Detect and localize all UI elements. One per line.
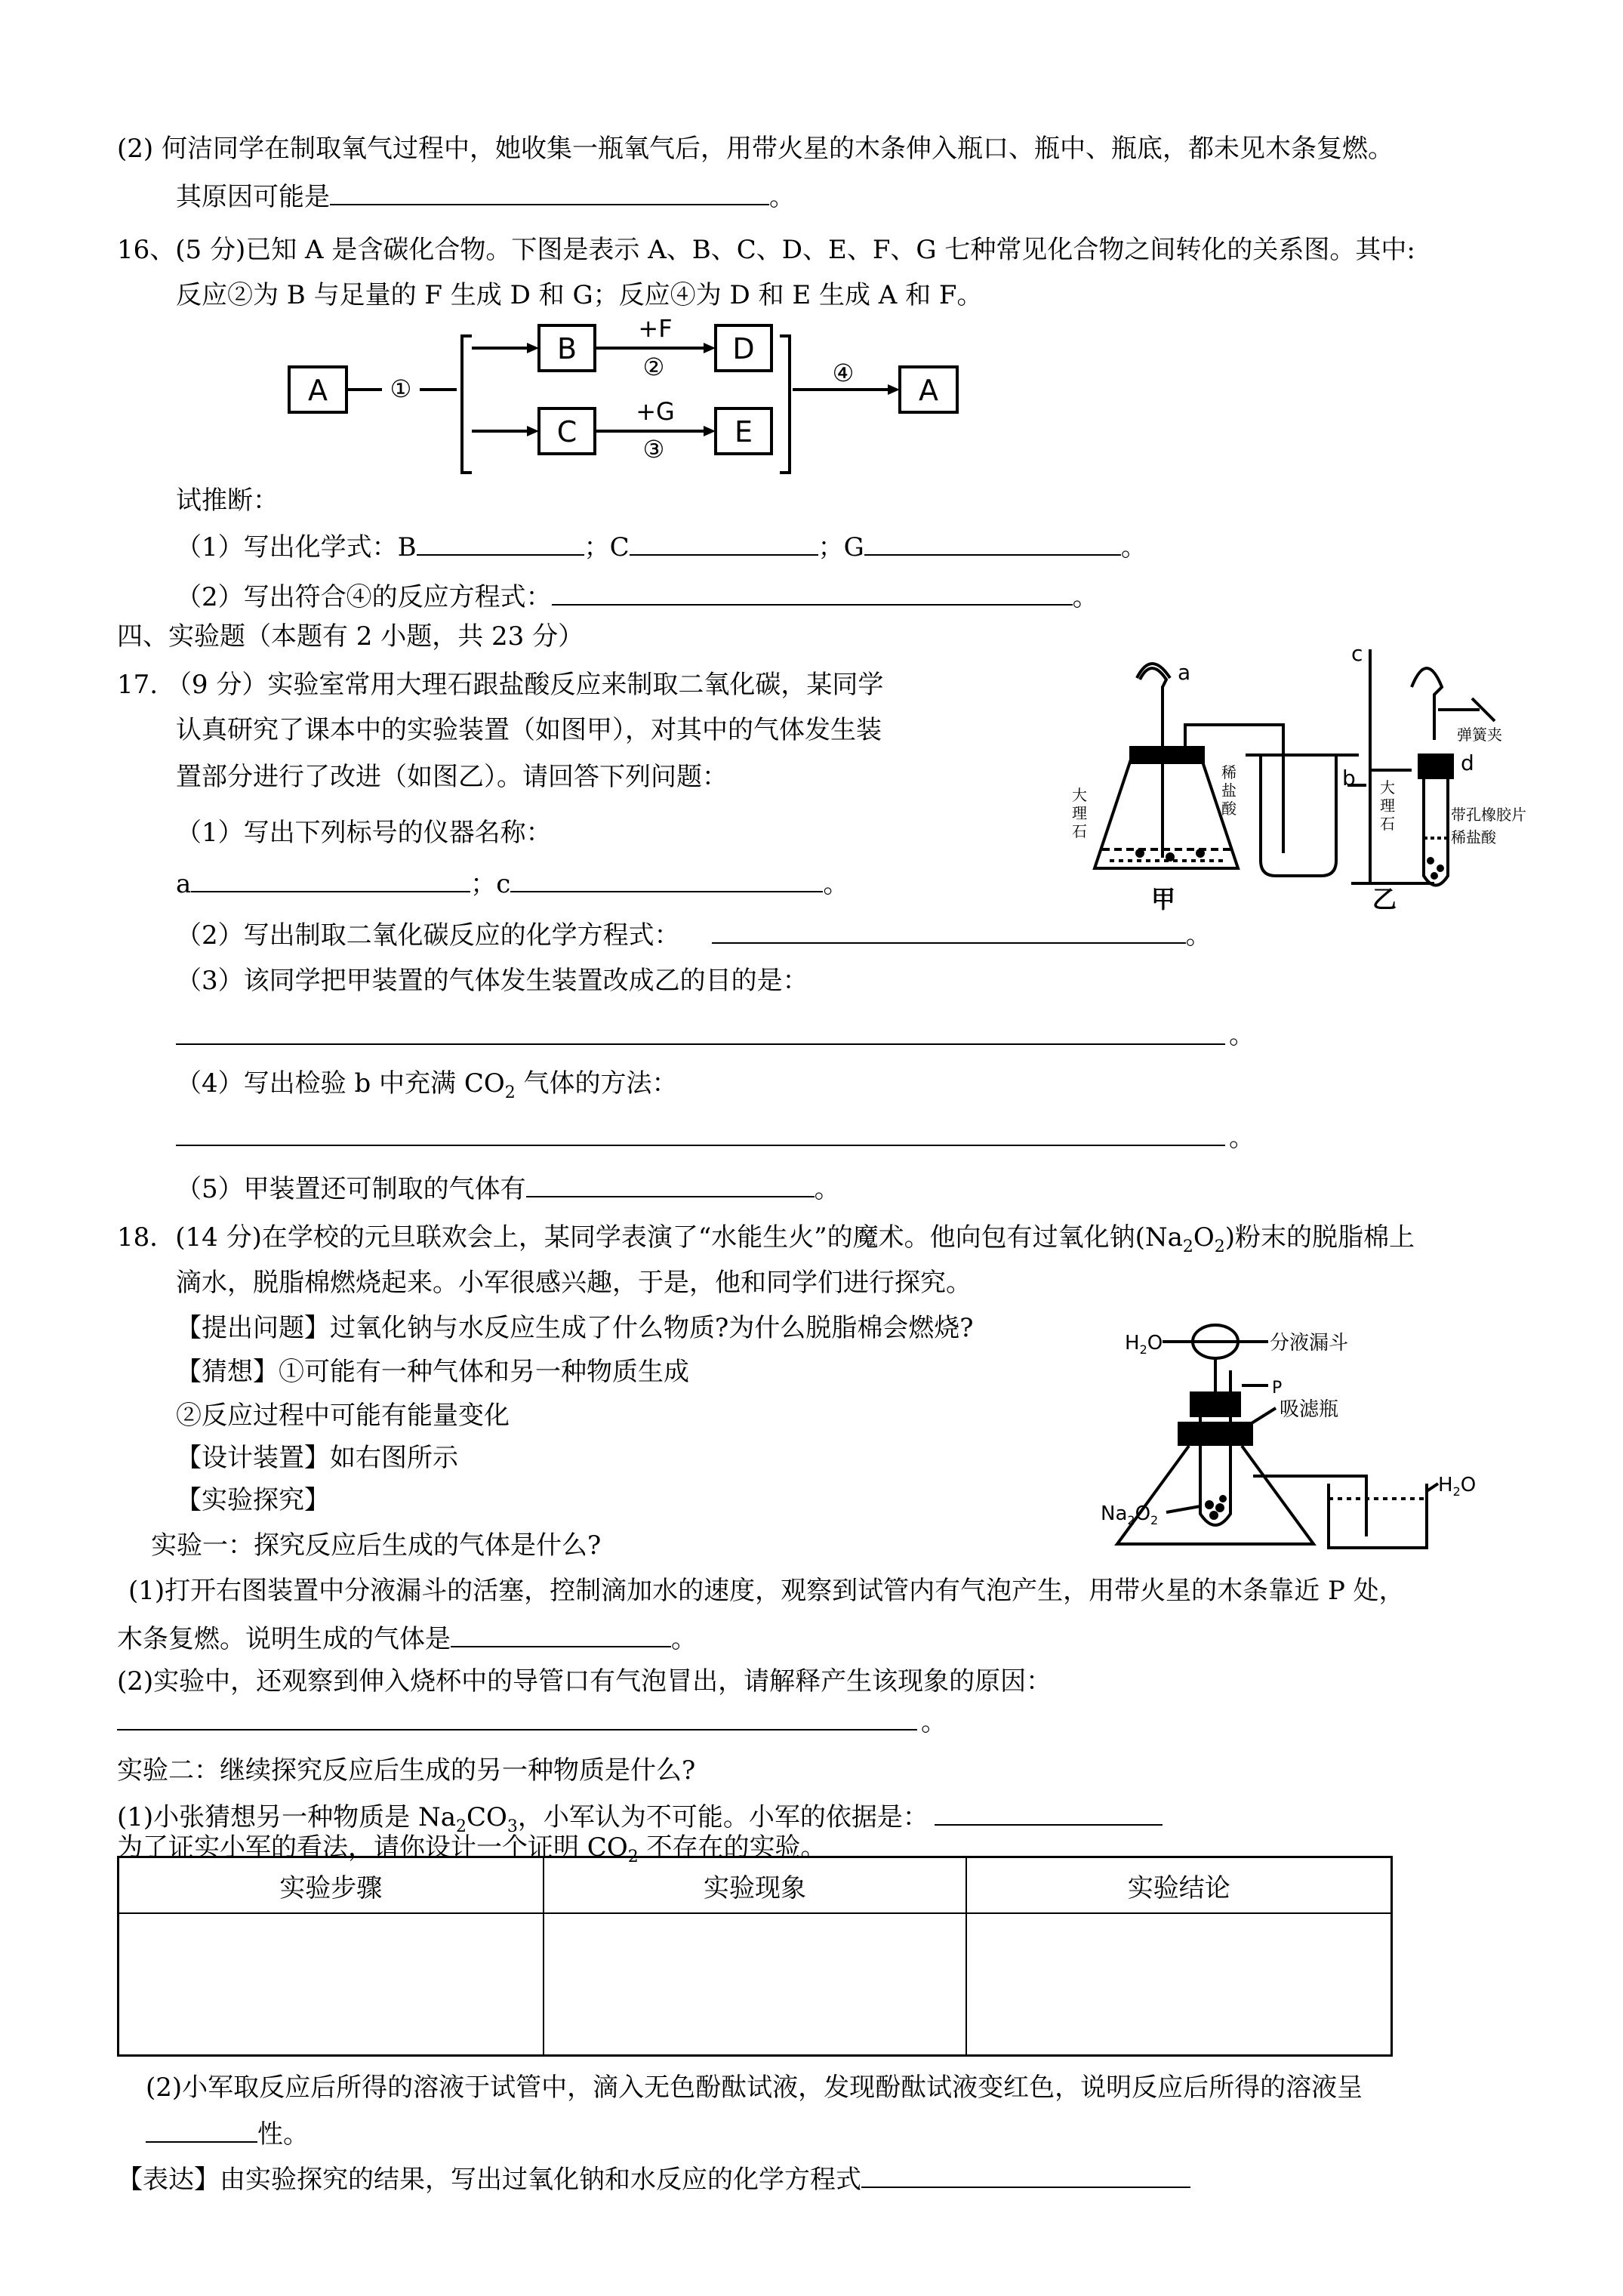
q16-sub1-end: 。 — [1120, 532, 1147, 562]
fig-label-jia: 甲 — [1151, 885, 1176, 914]
q15-line2-text: 其原因可能是 — [176, 182, 330, 212]
q18-caixiang-2: ②反应过程中可能有能量变化 — [176, 1401, 510, 1431]
right-bracket — [780, 336, 790, 473]
table-cell-phenomena[interactable] — [544, 1913, 967, 2056]
box-d-label: D — [732, 332, 755, 365]
q18-exp2-line3: (2)小军取反应后所得的溶液于试管中，滴入无色酚酞试液，发现酚酞试液变红色，说明反应后所得的溶液呈 — [146, 2073, 1363, 2103]
q18-exp2-line2-sub: 2 — [627, 1847, 639, 1866]
left-bracket — [462, 336, 472, 473]
q17-apparatus-figure — [1057, 634, 1548, 914]
q16-sub2-text: （2）写出符合④的反应方程式： — [176, 582, 552, 612]
q16-blank-b[interactable] — [417, 532, 584, 556]
q17-sub2-end: 。 — [1185, 920, 1212, 951]
q18-exp2-line2-post: 不存在的实验。 — [638, 1832, 827, 1863]
table-cell-conclusion[interactable] — [966, 1913, 1391, 2056]
q16-diagram — [0, 0, 1623, 529]
plus-f-label: +F — [638, 314, 673, 343]
box-a-right-label: A — [919, 374, 938, 407]
step-1-label: ① — [390, 374, 412, 403]
q18-line1 — [117, 1222, 1415, 1256]
q15-line1: (2) 何洁同学在制取氧气过程中，她收集一瓶氧气后，用带火星的木条伸入瓶口、瓶中、瓶底，都未见木条复燃。 — [117, 134, 1394, 164]
q16-blank-eq[interactable] — [552, 581, 1073, 606]
q18-exp2-line4-text: 性。 — [257, 2119, 309, 2150]
q17-blank-gas[interactable] — [526, 1173, 815, 1197]
table-cell-steps[interactable] — [119, 1913, 544, 2056]
q17-blank-purpose[interactable] — [176, 1043, 1225, 1045]
q17-sub4-pre: （4）写出检验 b 中充满 CO — [176, 1068, 505, 1099]
fig-label-dalishi-1: 大 — [1072, 786, 1087, 804]
fig-label-p: P — [1272, 1379, 1283, 1398]
q17-sub4-post: 气体的方法： — [515, 1068, 678, 1099]
fig-label-h2o-top: $H_2O$ — [1125, 1332, 1163, 1357]
fig-label-a: a — [1178, 660, 1191, 685]
q17-sub4-sub: 2 — [504, 1083, 516, 1102]
fig-label-h2o-right: $H_2O$ — [1438, 1474, 1477, 1499]
box-a-left-label: A — [308, 374, 328, 407]
q18-exp1-line4-end: 。 — [921, 1707, 947, 1737]
fig-label-d: d — [1461, 750, 1474, 775]
q18-blank-basis[interactable] — [935, 1801, 1163, 1826]
q16-sub1-c-label: ；C — [584, 532, 630, 562]
fig-label-dalishi-b3: 石 — [1380, 815, 1395, 833]
q16-line2: 反应②为 B 与足量的 F 生成 D 和 G；反应④为 D 和 E 生成 A 和 F。 — [176, 280, 983, 310]
box-b-label: B — [556, 332, 577, 365]
q17-sub5 — [176, 1173, 840, 1202]
q18-exp1-line1: (1)打开右图装置中分液漏斗的活塞，控制滴加水的速度，观察到试管内有气泡产生，用带火星的木条靠近 P 处， — [128, 1576, 1405, 1606]
q18-line2: 滴水，脱脂棉燃烧起来。小军很感兴趣，于是，他和同学们进行探究。 — [176, 1268, 972, 1298]
q18-blank-property[interactable] — [146, 2119, 257, 2143]
q17-line2: 认真研究了课本中的实验装置（如图甲），对其中的气体发生装 — [176, 715, 882, 745]
q17-sub4-end: 。 — [1229, 1123, 1255, 1153]
q18-tichu: 【提出问题】过氧化钠与水反应生成了什么物质?为什么脱脂棉会燃烧? — [176, 1313, 974, 1343]
step-4-label: ④ — [832, 359, 855, 387]
funnel-yi — [1412, 668, 1442, 740]
q15-line2-end: 。 — [769, 182, 795, 212]
q18-line1-sub2: 2 — [1214, 1237, 1225, 1256]
q18-sheji: 【设计装置】如右图所示 — [176, 1443, 458, 1473]
q18-exp2-line2-pre: 为了证实小军的看法，请你设计一个证明 CO — [117, 1832, 628, 1863]
q18-exp1-line2-end: 。 — [671, 1624, 697, 1654]
q17-line1: 17. （9 分）实验室常用大理石跟盐酸反应来制取二氧化碳，某同学 — [117, 670, 884, 700]
q18-caixiang-1: 【猜想】①可能有一种气体和另一种物质生成 — [176, 1357, 689, 1387]
q16-sub1-g-label: ；G — [818, 532, 864, 562]
fig-label-dalishi-b1: 大 — [1380, 778, 1395, 797]
fig-label-na2o2: $Na_2O_2$ — [1101, 1502, 1159, 1527]
q18-apparatus-figure — [1087, 1310, 1480, 1559]
q18-exp1-title: 实验一：探究反应后生成的气体是什么? — [151, 1530, 602, 1561]
q16-sub1 — [176, 532, 1147, 560]
test-tube-yi — [1424, 778, 1448, 886]
q17-sub3: （3）该同学把甲装置的气体发生装置改成乙的目的是： — [176, 966, 808, 996]
step-2-label: ② — [642, 353, 665, 381]
table-row — [119, 1913, 1392, 2056]
fig-label-dalishi-3: 石 — [1072, 822, 1087, 840]
q17-sub2 — [176, 920, 1212, 951]
q17-sub5-text: （5）甲装置还可制取的气体有 — [176, 1174, 526, 1204]
section-4-title: 四、实验题（本题有 2 小题，共 23 分） — [117, 621, 584, 652]
q17-a-label: a — [176, 869, 192, 899]
q18-exp1-line3: (2)实验中，还观察到伸入烧杯中的导管口有气泡冒出，请解释产生该现象的原因： — [117, 1666, 1052, 1697]
q17-sub1-answers — [176, 868, 848, 897]
step-3-label: ③ — [642, 435, 665, 464]
q17-sub1-end: 。 — [823, 869, 849, 899]
q18-biaoda-text: 【表达】由实验探究的结果，写出过氧化钠和水反应的化学方程式 — [117, 2165, 861, 2195]
q18-exp2-line1 — [117, 1801, 1163, 1835]
stopper-jia — [1131, 747, 1203, 763]
fig-label-c: c — [1351, 641, 1363, 666]
fig-label-dalishi-2: 理 — [1072, 804, 1087, 822]
plus-g-label: +G — [636, 397, 675, 426]
q17-blank-method[interactable] — [176, 1145, 1225, 1146]
q16-blank-c[interactable] — [630, 532, 818, 556]
table-header-row — [119, 1857, 1392, 1914]
box-c-label: C — [556, 415, 577, 448]
box-e-label: E — [734, 415, 753, 448]
q18-line1-post: )粉末的脱脂棉上 — [1224, 1222, 1415, 1253]
q16-sub2 — [176, 581, 1098, 610]
q18-blank-equation[interactable] — [861, 2164, 1190, 2188]
q18-biaoda — [117, 2164, 1190, 2193]
experiment-table — [117, 1856, 1393, 2057]
q18-exp2-line1-post: ，小军认为不可能。小军的依据是： — [517, 1802, 929, 1832]
q18-tanjiu: 【实验探究】 — [176, 1485, 330, 1515]
fig-label-tanhuangjia: 弹簧夹 — [1457, 726, 1502, 744]
q16-sub2-end: 。 — [1072, 582, 1098, 612]
q18-line1-pre: 18．(14 分)在学校的元旦联欢会上，某同学表演了“水能生火”的魔术。他向包有过氧化钠(Na — [117, 1222, 1183, 1253]
q17-sub5-end: 。 — [814, 1174, 840, 1204]
q18-line1-mid: O — [1193, 1222, 1215, 1253]
beaker — [1329, 1484, 1427, 1548]
table-header-conclusion: 实验结论 — [966, 1857, 1391, 1914]
flask-jia — [1095, 755, 1238, 868]
fig-label-xiyansuan-1: 稀 — [1221, 763, 1236, 781]
fig-label-b: b — [1342, 766, 1356, 791]
q18-exp1-line2-text: 木条复燃。说明生成的气体是 — [117, 1624, 451, 1654]
q18-exp2-line1-mid: CO — [467, 1802, 507, 1832]
fig-label-daikong: 带孔橡胶片 — [1451, 806, 1526, 824]
q16-line1: 16、(5 分)已知 A 是含碳化合物。下图是表示 A、B、C、D、E、F、G 七种常见化合物之间转化的关系图。其中: — [117, 235, 1415, 265]
q18-exp2-line4 — [146, 2119, 309, 2150]
q18-exp2-line1-sub2: 3 — [507, 1817, 518, 1836]
table-header-phenomena: 实验现象 — [544, 1857, 967, 1914]
q17-sub4 — [176, 1068, 678, 1102]
q17-blank-eq[interactable] — [712, 920, 1186, 944]
q16-infer: 试推断： — [176, 485, 279, 516]
table-header-steps: 实验步骤 — [119, 1857, 544, 1914]
q16-blank-g[interactable] — [864, 532, 1121, 556]
q17-line3: 置部分进行了改进（如图乙）。请回答下列问题： — [176, 762, 728, 792]
filter-flask — [1117, 1446, 1313, 1544]
q16-sub1-b-label: （1）写出化学式：B — [176, 532, 417, 562]
q17-sub1: （1）写出下列标号的仪器名称： — [176, 818, 552, 848]
fig-label-xiyansuan-b: 稀盐酸 — [1451, 828, 1496, 846]
q17-sub3-end: 。 — [1229, 1020, 1255, 1050]
q17-blank-a[interactable] — [191, 868, 470, 892]
q18-blank-gas[interactable] — [451, 1623, 671, 1647]
q18-exp2-line1-pre: (1)小张猜想另一种物质是 Na — [117, 1802, 456, 1832]
fig-label-dalishi-b2: 理 — [1380, 797, 1395, 815]
q18-blank-reason[interactable] — [117, 1729, 917, 1730]
fig-label-yi: 乙 — [1372, 885, 1397, 914]
q18-exp1-line2 — [117, 1623, 697, 1652]
bottle-b — [1261, 755, 1336, 876]
fig-label-xilvping: 吸滤瓶 — [1280, 1398, 1339, 1421]
q17-sub2-text: （2）写出制取二氧化碳反应的化学方程式： — [176, 920, 680, 951]
fig-label-xiyansuan-2: 盐 — [1221, 781, 1236, 800]
q17-blank-c[interactable] — [510, 868, 823, 892]
q17-c-label: ；c — [470, 869, 511, 899]
q18-line1-sub1: 2 — [1182, 1237, 1193, 1256]
q18-exp2-title: 实验二：继续探究反应后生成的另一种物质是什么? — [117, 1755, 696, 1786]
q18-exp2-line1-sub1: 2 — [456, 1817, 467, 1836]
fig-label-fenye: 分液漏斗 — [1270, 1332, 1349, 1354]
fig-label-xiyansuan-3: 酸 — [1221, 800, 1236, 818]
